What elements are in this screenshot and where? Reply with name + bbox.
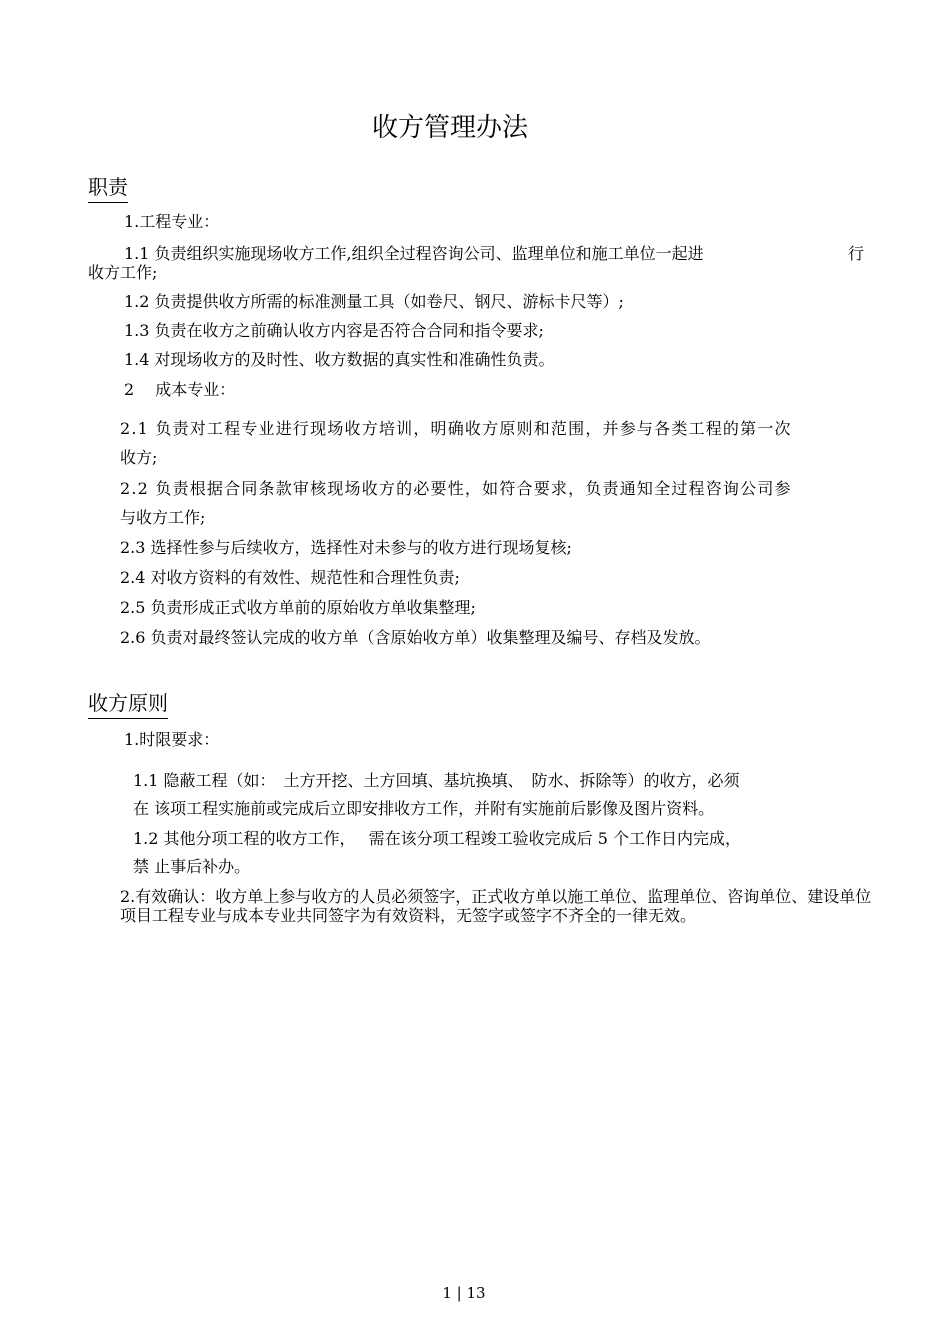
time-item-1-1: 1.1 隐蔽工程（如： 土方开挖、土方回填、基坑换填、 防水、拆除等）的收方，必须 [133, 771, 740, 790]
engineering-item-1-1-cont: 收方工作; [88, 263, 158, 282]
cost-item-2-6: 2.6 负责对最终签认完成的收方单（含原始收方单）收集整理及编号、存档及发放。 [120, 628, 711, 647]
cost-item-2-1: 2.1 负责对工程专业进行现场收方培训，明确收方原则和范围，并参与各类工程的第一次 [120, 419, 792, 438]
time-item-1-2-cont: 禁 止事后补办。 [133, 857, 251, 876]
cost-heading: 2 成本专业： [124, 380, 236, 399]
time-item-1-2: 1.2 其他分项工程的收方工作， 需在该分项工程竣工验收完成后 5 个工作日内完成， [133, 829, 741, 848]
engineering-item-1-3: 1.3 负责在收方之前确认收方内容是否符合合同和指令要求; [124, 321, 544, 340]
engineering-item-1-2: 1.2 负责提供收方所需的标准测量工具（如卷尺、钢尺、游标卡尺等）; [124, 292, 624, 311]
time-item-1-1-cont: 在 该项工程实施前或完成后立即安排收方工作，并附有实施前后影像及图片资料。 [133, 799, 715, 818]
document-title: 收方管理办法 [371, 113, 528, 143]
section-heading-duties: 职责 [88, 174, 128, 203]
time-requirement-heading: 1.时限要求： [124, 730, 220, 749]
cost-item-2-1-cont: 收方; [120, 448, 158, 467]
cost-item-2-2-cont: 与收方工作; [120, 508, 206, 527]
engineering-item-1-1: 1.1 负责组织实施现场收方工作,组织全过程咨询公司、监理单位和施工单位一起进 [124, 244, 704, 263]
cost-item-2-3: 2.3 选择性参与后续收方，选择性对未参与的收方进行现场复核; [120, 538, 572, 557]
engineering-item-1-4: 1.4 对现场收方的及时性、收方数据的真实性和准确性负责。 [124, 350, 555, 369]
cost-item-2-4: 2.4 对收方资料的有效性、规范性和合理性负责; [120, 568, 460, 587]
cost-item-2-2: 2.2 负责根据合同条款审核现场收方的必要性，如符合要求，负责通知全过程咨询公司参 [120, 479, 792, 498]
engineering-heading: 1.工程专业： [124, 212, 220, 231]
engineering-item-1-1-tail: 行 [848, 244, 865, 263]
cost-item-2-5: 2.5 负责形成正式收方单前的原始收方单收集整理; [120, 598, 476, 617]
validity-paragraph: 2.有效确认：收方单上参与收方的人员必须签字，正式收方单以施工单位、监理单位、咨询单位、建设单位项目工程专业与成本专业共同签字为有效资料，无签字或签字不齐全的一律无效。 [120, 887, 872, 925]
page-number: 1 | 13 [442, 1284, 486, 1302]
section-heading-principles: 收方原则 [88, 690, 168, 719]
